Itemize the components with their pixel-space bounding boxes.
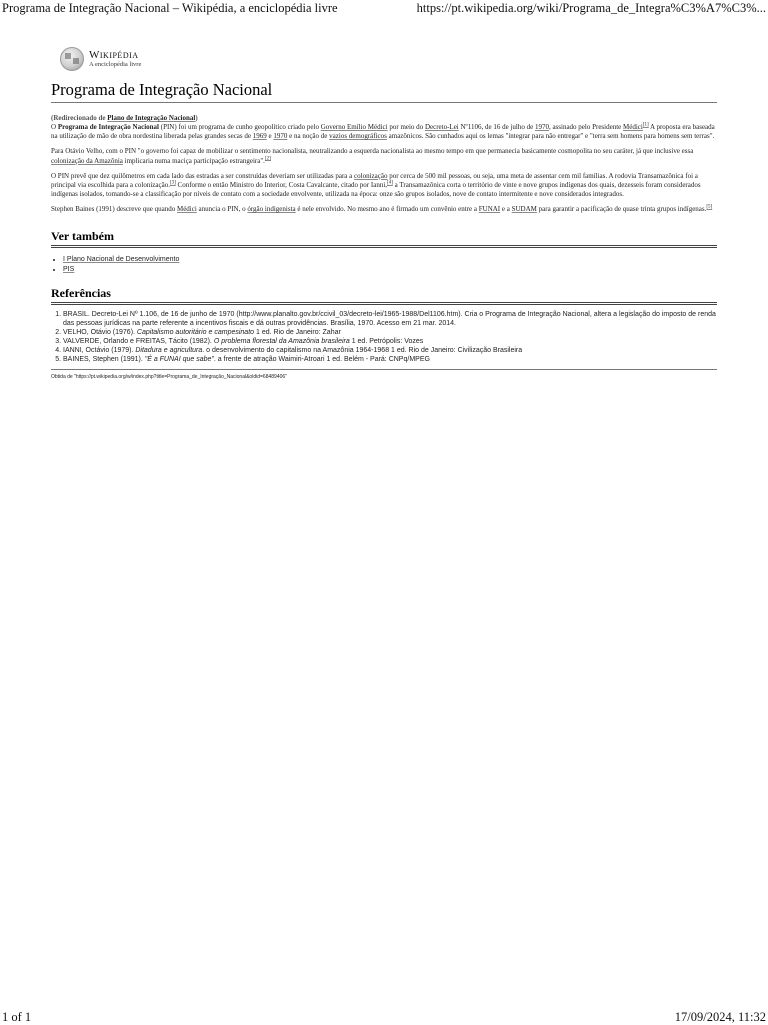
print-header <box>0 0 768 18</box>
link-vazios-demograficos[interactable]: vazios demográficos <box>329 132 387 141</box>
print-page-count: 1 of 1 <box>2 1010 32 1024</box>
see-also-list <box>51 255 717 275</box>
link-colonizacao-amazonia[interactable]: colonização da Amazônia <box>51 156 123 165</box>
ref-link-1[interactable]: [1] <box>642 122 649 128</box>
link-medici[interactable]: Médici <box>623 123 643 131</box>
link-medici-b[interactable]: Médici <box>176 205 197 214</box>
print-datetime: 17/09/2024, 11:32 <box>674 1010 766 1024</box>
print-footer <box>0 1010 768 1024</box>
reference-item: 4. IANNI, Octávio (1979). Ditadura e agricultura. o desenvolvimento do capitalismo na Amazônia 1964-1968 1 ed. Rio de Janeiro: Civilização Brasileira <box>63 346 717 355</box>
see-also-link-pis[interactable]: PIS <box>63 265 75 273</box>
divider <box>51 369 717 370</box>
print-page-title: Programa de Integração Nacional – Wikipédia, a enciclopédia livre <box>2 1 338 15</box>
link-orgao-indigenista[interactable]: órgão indigenista <box>247 205 296 214</box>
reference-item: 1. BRASIL. Decreto-Lei Nº 1.106, de 16 de junho de 1970 (http://www.planalto.gov.br/ccivil_03/decreto-lei/1965-1988/Del1106.htm). Cria o Programa de Integração Nacional, altera a legislação do imposto de renda das pessoas jurídicas na parte referente a incentivos fiscais e dá outras providências. Brasília, 1970. Acesso em 21 mar. 2014. <box>63 310 717 328</box>
article-page <box>51 46 717 380</box>
list-item <box>63 265 717 275</box>
article-body <box>51 123 717 215</box>
paragraph-4: Stephen Baines (1991) descreve que quando Médici anuncia o PIN, o órgão indigenista é nele envolvido. No mesmo ano é firmado um convênio entre a FUNAI e a SUDAM para garantir a pacificação de quase trinta grupos indígenas.[5] <box>51 205 713 214</box>
article-subject: Programa de Integração Nacional <box>57 123 159 131</box>
reference-item: 2. VELHO, Otávio (1976). Capitalismo autoritário e campesinato 1 ed. Rio de Janeiro: Zahar <box>63 328 717 337</box>
ref-link-2[interactable]: [2] <box>264 156 271 162</box>
list-item <box>63 255 717 265</box>
references-heading: Referências <box>51 286 717 305</box>
ref-link-4[interactable]: [4] <box>387 180 393 186</box>
redirect-prefix: (Redirecionado de <box>51 114 108 122</box>
see-also-heading: Ver também <box>51 229 717 248</box>
link-sudam[interactable]: SUDAM <box>511 205 537 214</box>
link-decreto-lei[interactable]: Decreto-Lei <box>424 123 459 131</box>
see-also-link-pnd[interactable]: I Plano Nacional de Desenvolvimento <box>63 255 180 263</box>
ref-link-3[interactable]: [3] <box>169 180 176 186</box>
link-governo-medici[interactable]: Governo Emílio Médici <box>320 123 388 131</box>
paragraph-2: Para Otávio Velho, com o PIN "o governo foi capaz de mobilizar o sentimento nacionalista, neutralizando a esquerda nacionalista ao mesmo tempo em que permanecia basicamente cosmopolita no seu caráter, já que inclusive essa colonização da Amazônia implicaria numa maciça participação estrangeira".[2] <box>51 147 694 165</box>
reference-item: 5. BAINES, Stephen (1991). "É a FUNAI que sabe". a frente de atração Waimiri-Atroari 1 ed. Belém - Pará: CNPq/MPEG <box>63 355 717 364</box>
obtained-from: Obtida de "https://pt.wikipedia.org/w/index.php?title=Programa_de_Integração_Nacional&oldid=68489406" <box>51 373 287 380</box>
link-colonizacao[interactable]: colonização <box>354 171 388 180</box>
logo-title: Wikipédia <box>89 48 139 61</box>
logo-wordmark <box>89 50 141 69</box>
wikipedia-logo[interactable] <box>60 46 717 72</box>
link-funai[interactable]: FUNAI <box>478 205 501 214</box>
paragraph-1: O Programa de Integração Nacional (PIN) foi um programa de cunho geopolítico criado pelo Governo Emílio Médici por meio do Decreto-Lei Nº1106, de 16 de julho de 1970, assinado pelo Presidente Médici[1] A proposta era baseada na utilização de mão de obra nordestina liberada pelas grandes secas de 1969 e 1970 e na noção de vazios demográficos amazônicos. São cunhados aqui os lemas "integrar para não entregar" e "terra sem homens para homens sem terras". <box>51 122 715 141</box>
link-1970-b[interactable]: 1970 <box>273 132 288 141</box>
redirect-notice <box>51 114 717 122</box>
print-url: https://pt.wikipedia.org/wiki/Programa_de_Integra%C3%A7%C3%... <box>416 1 766 15</box>
link-1969[interactable]: 1969 <box>252 132 267 141</box>
link-1970[interactable]: 1970 <box>534 123 549 131</box>
logo-subtitle: A enciclopédia livre <box>89 60 142 68</box>
paragraph-3: O PIN prevê que dez quilômetros em cada lado das estradas a ser construídas deveriam ser utilizadas para a colonização por cerca de 500 mil pessoas, ou seja, uma meta de assentar cem mil famílias. A rodovia Transamazônica foi a principal via escolhida para a colonização.[3] Conforme o então Ministro do Interior, Costa Cavalcante, citado por Ianni,[4] a Transamazônica corta o território de vinte e nove grupos indígenas dos quais, dezesseis foram considerados indígenas isolados, tomando-se a classificação por níveis de contato com a sociedade envolvente, utilizada na época: onze são grupos isolados, nove de contato intermitente e nove considerados integrados. <box>51 171 701 199</box>
redirect-link[interactable]: Plano de Integração Nacional <box>107 114 196 122</box>
reference-item: 3. VALVERDE, Orlando e FREITAS, Tácito (1982). O problema florestal da Amazônia brasileira 1 ed. Petrópolis: Vozes <box>63 337 717 346</box>
page-title: Programa de Integração Nacional <box>51 80 717 103</box>
ref-link-5[interactable]: [5] <box>706 205 713 211</box>
wikipedia-globe-icon <box>60 47 84 71</box>
references-list <box>51 310 717 364</box>
redirect-suffix: ) <box>195 114 198 122</box>
